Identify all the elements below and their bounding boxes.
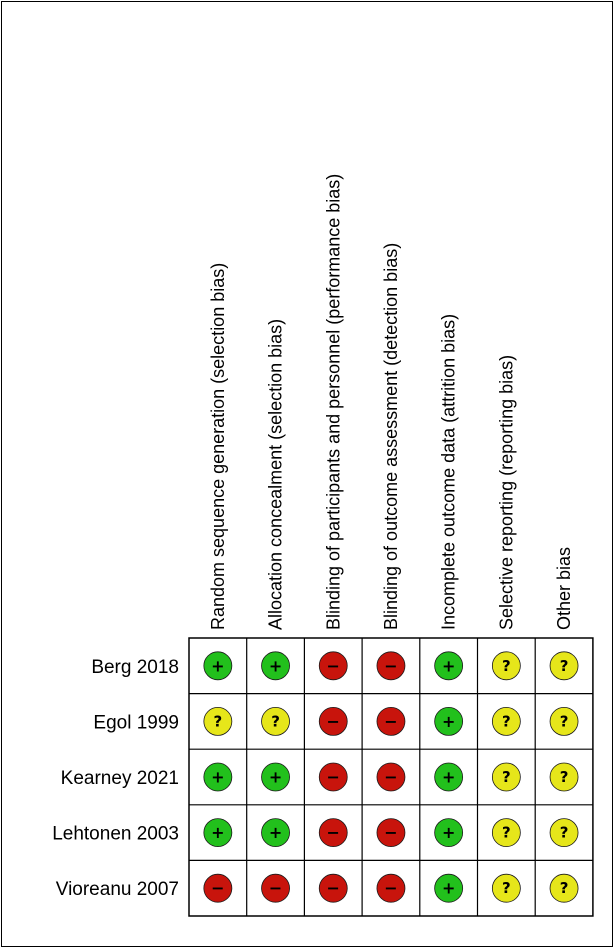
judgement-low bbox=[435, 819, 463, 847]
judgement-unclear bbox=[262, 707, 290, 735]
judgement-symbol: ? bbox=[271, 712, 280, 731]
judgement-unclear bbox=[204, 707, 232, 735]
judgement-symbol: − bbox=[384, 656, 398, 676]
judgement-unclear bbox=[550, 819, 578, 847]
study-label: Berg 2018 bbox=[91, 656, 179, 678]
domain-label: Blinding of participants and personnel (performance bias) bbox=[323, 173, 344, 630]
judgement-low bbox=[204, 763, 232, 791]
judgement-symbol: − bbox=[268, 878, 283, 898]
study-label: Vioreanu 2007 bbox=[55, 879, 179, 901]
judgement-symbol: ? bbox=[501, 768, 511, 786]
domain-label: Selective reporting (reporting bias) bbox=[496, 354, 517, 630]
judgement-symbol: ? bbox=[213, 712, 223, 731]
domain-label: Incomplete outcome data (attrition bias) bbox=[438, 313, 459, 630]
judgement-high bbox=[319, 763, 347, 791]
judgement-symbol: − bbox=[384, 878, 398, 898]
judgement-unclear bbox=[492, 652, 520, 680]
judgement-low bbox=[262, 819, 290, 847]
judgement-symbol: ? bbox=[501, 823, 511, 842]
judgement-low bbox=[435, 874, 463, 902]
judgement-unclear bbox=[492, 707, 520, 735]
judgement-symbol: − bbox=[326, 823, 340, 843]
judgement-symbol: ? bbox=[559, 712, 569, 731]
judgement-unclear bbox=[550, 652, 578, 680]
judgement-low bbox=[204, 819, 232, 847]
domain-label: Blinding of outcome assessment (detection bias) bbox=[380, 242, 401, 630]
judgement-symbol: ? bbox=[559, 823, 569, 842]
judgement-low bbox=[262, 763, 290, 791]
judgement-symbol: + bbox=[441, 656, 456, 676]
domain-label: Random sequence generation (selection bias) bbox=[207, 262, 228, 630]
judgement-unclear bbox=[550, 707, 578, 735]
judgement-low bbox=[262, 652, 290, 680]
judgement-symbol: ? bbox=[501, 712, 511, 731]
judgement-symbol: + bbox=[441, 767, 456, 787]
judgement-high bbox=[377, 652, 405, 680]
judgement-low bbox=[435, 652, 463, 680]
judgement-symbol: − bbox=[326, 767, 340, 787]
judgement-high bbox=[377, 763, 405, 791]
judgement-high bbox=[319, 819, 347, 847]
judgement-unclear bbox=[550, 763, 578, 791]
judgement-low bbox=[435, 763, 463, 791]
judgement-high bbox=[377, 874, 405, 902]
judgement-symbol: + bbox=[211, 767, 225, 787]
judgement-symbol: + bbox=[268, 767, 283, 787]
judgement-symbol: + bbox=[211, 656, 225, 676]
study-label: Kearney 2021 bbox=[60, 768, 179, 789]
judgement-symbol: − bbox=[384, 711, 398, 731]
judgement-high bbox=[319, 874, 347, 902]
judgement-unclear bbox=[492, 874, 520, 902]
judgement-symbol: ? bbox=[559, 768, 569, 786]
judgement-low bbox=[204, 652, 232, 680]
judgement-high bbox=[204, 874, 232, 902]
judgement-unclear bbox=[492, 819, 520, 847]
judgement-symbol: − bbox=[326, 656, 340, 676]
domain-label: Other bias bbox=[554, 546, 575, 630]
judgement-symbol: ? bbox=[559, 879, 569, 898]
judgement-symbol: − bbox=[384, 767, 398, 787]
study-label: Egol 1999 bbox=[93, 712, 179, 734]
domain-labels bbox=[208, 174, 574, 630]
study-labels bbox=[52, 657, 179, 900]
judgement-high bbox=[377, 819, 405, 847]
judgement-symbol: ? bbox=[501, 656, 511, 675]
judgement-high bbox=[319, 707, 347, 735]
judgement-symbol: + bbox=[268, 656, 283, 676]
judgement-symbol: ? bbox=[559, 656, 569, 675]
judgement-high bbox=[377, 707, 405, 735]
judgement-symbol: + bbox=[211, 823, 225, 843]
judgement-symbol: − bbox=[326, 878, 340, 898]
judgement-symbol: − bbox=[211, 878, 225, 898]
judgement-high bbox=[319, 652, 347, 680]
judgement-unclear bbox=[492, 763, 520, 791]
judgement-symbol: + bbox=[441, 878, 456, 898]
judgement-symbol: + bbox=[441, 711, 456, 731]
judgement-symbol: − bbox=[384, 823, 398, 843]
judgement-symbol: − bbox=[326, 711, 340, 731]
judgement-symbol: ? bbox=[501, 879, 511, 898]
judgement-high bbox=[262, 874, 290, 902]
domain-label: Allocation concealment (selection bias) bbox=[265, 318, 286, 630]
judgement-low bbox=[435, 707, 463, 735]
study-label: Lehtonen 2003 bbox=[52, 823, 179, 845]
judgement-symbol: + bbox=[268, 823, 283, 843]
judgement-unclear bbox=[550, 874, 578, 902]
judgement-symbol: + bbox=[441, 823, 456, 843]
